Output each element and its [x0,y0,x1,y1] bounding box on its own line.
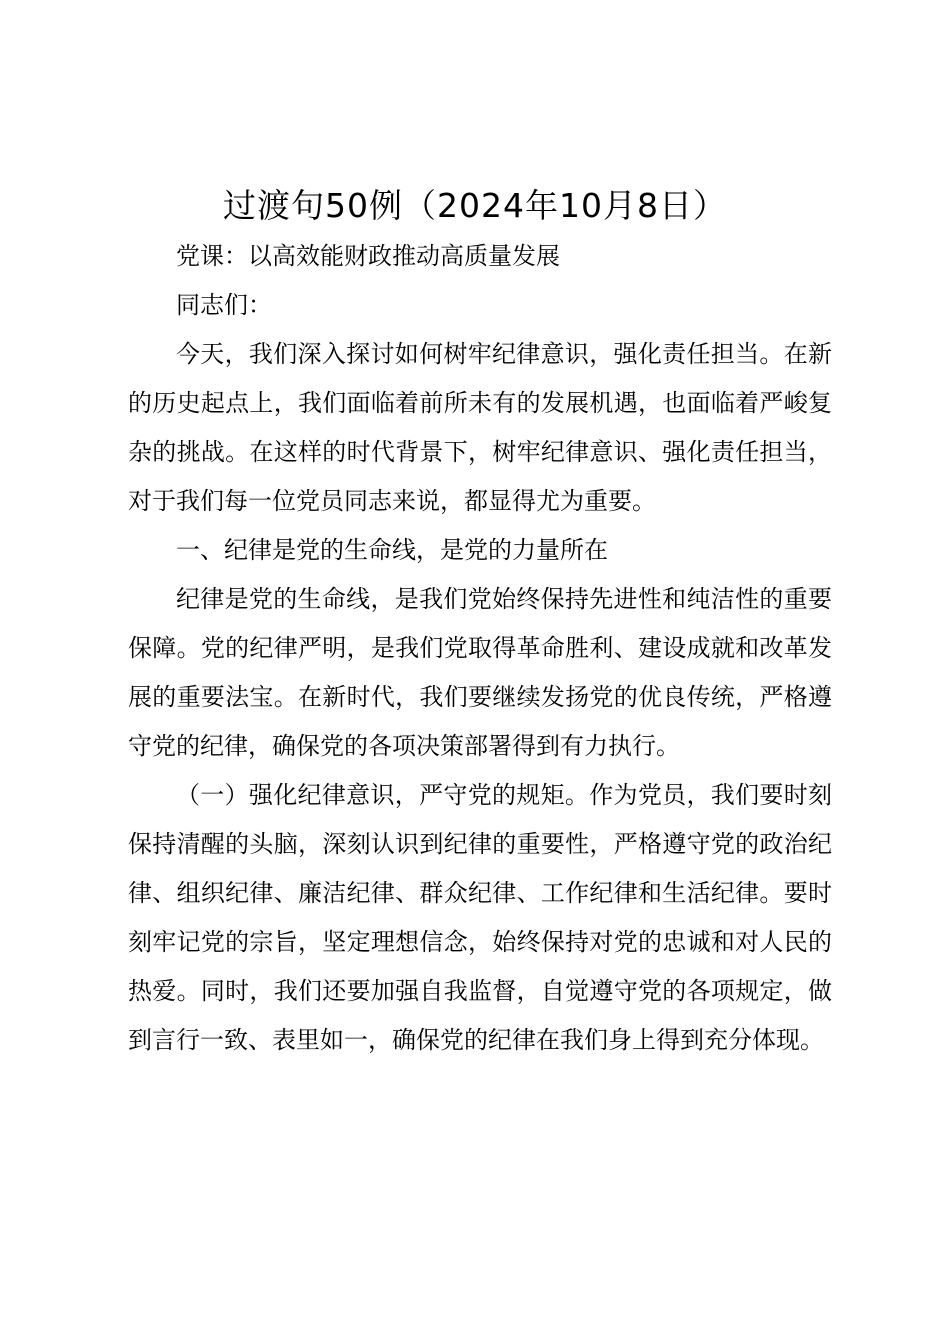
salutation-line: 同志们： [176,291,272,319]
intro-paragraph: 今天，我们深入探讨如何树牢纪律意识，强化责任担当。在新的历史起点上，我们面临着前所未有的发展机遇，也面临着严峻复杂的挑战。在这样的时代背景下，树牢纪律意识、强化责任担当，对于我们每一位党员同志来说，都显得尤为重要。 [128,340,832,515]
section-heading-1: 一、纪律是党的生命线，是党的力量所在 [176,536,608,564]
section-1-paragraph: 纪律是党的生命线，是我们党始终保持先进性和纯洁性的重要保障。党的纪律严明，是我们党取得革命胜利、建设成就和改革发展的重要法宝。在新时代，我们要继续发扬党的优良传统，严格遵守党的纪律，确保党的各项决策部署得到有力执行。 [128,585,832,760]
subtitle-line: 党课：以高效能财政推动高质量发展 [176,242,560,270]
document-body [128,232,832,1065]
document-title: 过渡句50例（2024年10月8日） [223,186,727,225]
subsection-1-paragraph: （一）强化纪律意识，严守党的规矩。作为党员，我们要时刻保持清醒的头脑，深刻认识到纪律的重要性，严格遵守党的政治纪律、组织纪律、廉洁纪律、群众纪律、工作纪律和生活纪律。要时刻牢记党的宗旨，坚定理想信念，始终保持对党的忠诚和对人民的热爱。同时，我们还要加强自我监督，自觉遵守党的各项规定，做到言行一致、表里如一，确保党的纪律在我们身上得到充分体现。 [128,781,832,1054]
